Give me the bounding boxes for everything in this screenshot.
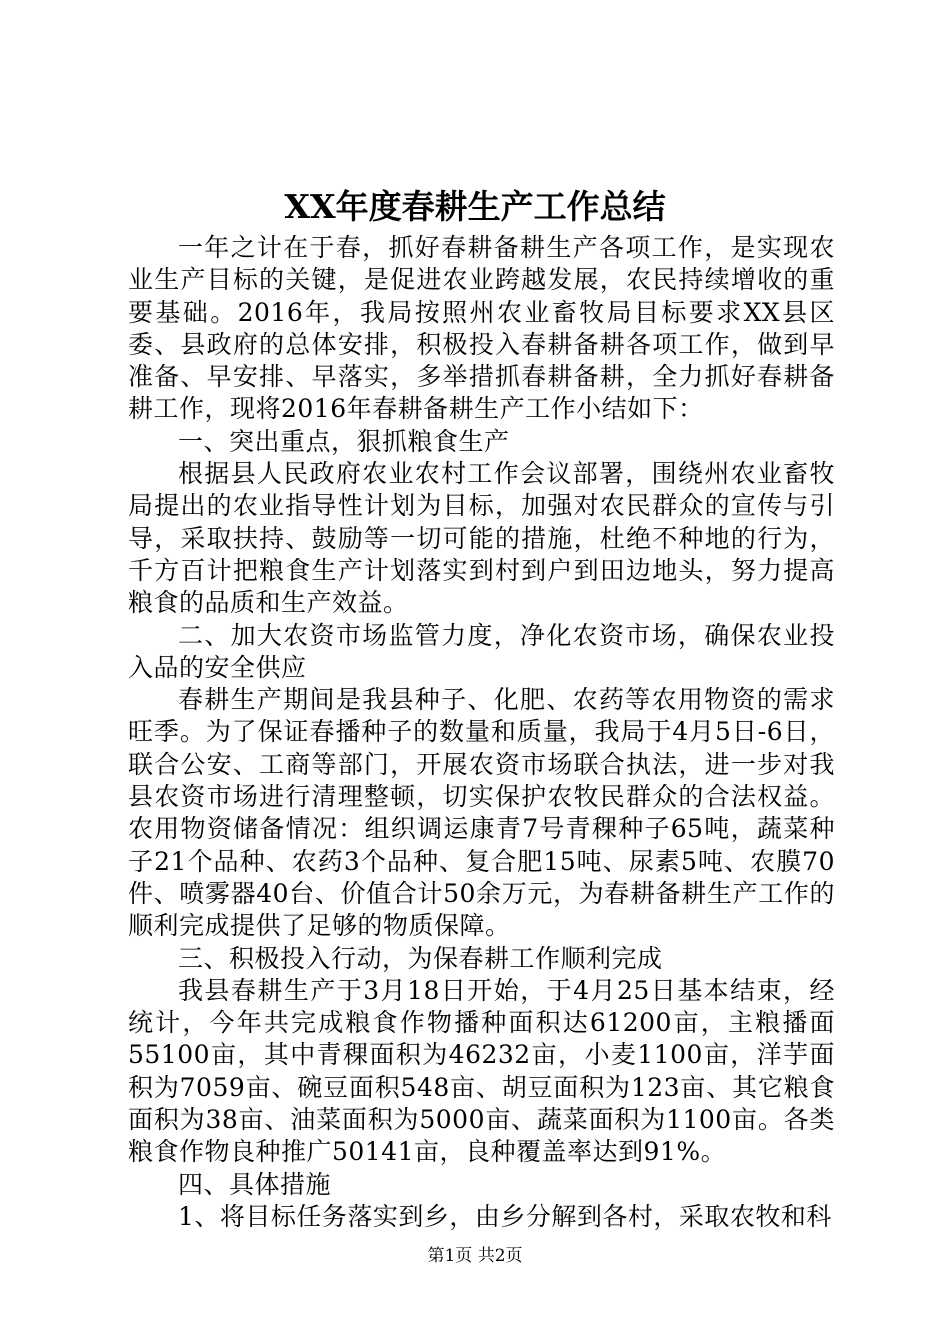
document-title: XX年度春耕生产工作总结: [284, 187, 666, 226]
paragraph-section-3: 我县春耕生产于3月18日开始，于4月25日基本结束，经统计，今年共完成粮食作物播种面积达61200亩，主粮播面55100亩，其中青稞面积为46232亩，小麦1100亩，洋芋面积为7059亩、碗豆面积548亩、胡豆面积为123亩、其它粮食面积为38亩、油菜面积为5000亩、蔬菜面积为1100亩。各类粮食作物良种推广50141亩，良种覆盖率达到91%。: [128, 975, 835, 1167]
paragraph-intro: 一年之计在于春，抓好春耕备耕生产各项工作，是实现农业生产目标的关键，是促进农业跨越发展，农民持续增收的重要基础。2016年，我局按照州农业畜牧局目标要求XX县区委、县政府的总体安排，积极投入春耕备耕各项工作，做到早准备、早安排、早落实，多举措抓春耕备耕，全力抓好春耕备耕工作，现将2016年春耕备耕生产工作小结如下：: [128, 233, 835, 424]
document-body: [128, 232, 835, 1233]
page-footer: 第1页 共2页: [427, 1246, 523, 1266]
section-heading-3: 三、积极投入行动，为保春耕工作顺利完成: [178, 943, 663, 973]
paragraph-section-1: 根据县人民政府农业农村工作会议部署，围绕州农业畜牧局提出的农业指导性计划为目标，加强对农民群众的宣传与引导，采取扶持、鼓励等一切可能的措施，杜绝不种地的行为，千方百计把粮食生产计划落实到村到户到田边地头，努力提高粮食的品质和生产效益。: [128, 459, 835, 618]
section-heading-1: 一、突出重点，狠抓粮食生产: [178, 426, 510, 456]
section-heading-4: 四、具体措施: [178, 1169, 332, 1199]
paragraph-measure-1: 1、将目标任务落实到乡，由乡分解到各村，采取农牧和科: [178, 1201, 832, 1231]
paragraph-section-2: 春耕生产期间是我县种子、化肥、农药等农用物资的需求旺季。为了保证春播种子的数量和质量，我局于4月5日-6日，联合公安、工商等部门，开展农资市场联合执法，进一步对我县农资市场进行清理整顿，切实保护农牧民群众的合法权益。农用物资储备情况：组织调运康青7号青稞种子65吨，蔬菜种子21个品种、农药3个品种、复合肥15吨、尿素5吨、农膜70件、喷雾器40台、价值合计50余万元，为春耕备耕生产工作的顺利完成提供了足够的物质保障。: [128, 685, 835, 941]
section-heading-2: 二、加大农资市场监管力度，净化农资市场，确保农业投入品的安全供应: [128, 620, 835, 682]
